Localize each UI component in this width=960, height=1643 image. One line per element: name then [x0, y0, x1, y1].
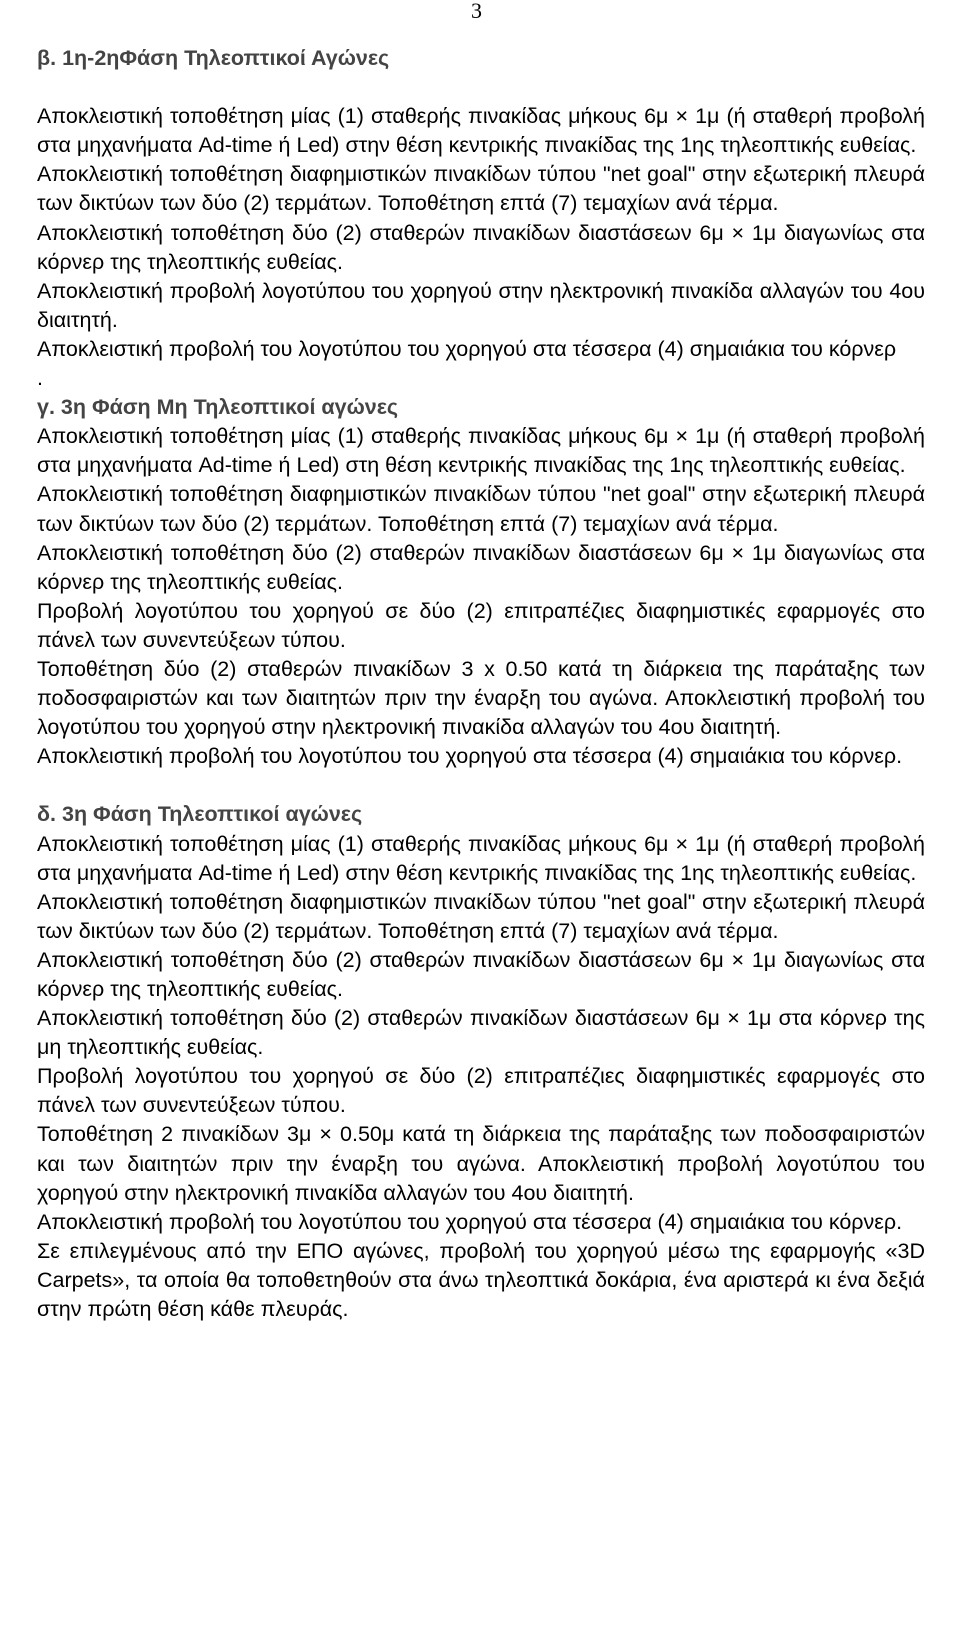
list-item: Σε επιλεγμένους από την ΕΠΟ αγώνες, προβολή του χορηγού μέσω της εφαρμογής «3D Carpets», τα οποία θα τοποθετηθούν στα άνω τηλεοπτικά δοκάρια, ένα αριστερά κι ένα δεξιά στην πρώτη θέση κάθε πλευράς. [37, 1238, 925, 1322]
section-delta [37, 800, 925, 1324]
list-item: Αποκλειστική προβολή του λογοτύπου του χορηγού στα τέσσερα (4) σημαιάκια του κόρνερ [37, 336, 897, 361]
list-item: Αποκλειστική τοποθέτηση μίας (1) σταθερής πινακίδας μήκους 6μ × 1μ (ή σταθερή προβολή στα μηχανήματα Ad-time ή Led) στην θέση κεντρικής πινακίδας της 1ης τηλεοπτικής ευθείας. [37, 831, 925, 885]
list-item: Αποκλειστική προβολή του λογοτύπου του χορηγού στα τέσσερα (4) σημαιάκια του κόρνερ. [37, 1209, 903, 1234]
list-item: Αποκλειστική τοποθέτηση μίας (1) σταθερής πινακίδας μήκους 6μ × 1μ (ή σταθερή προβολή στα μηχανήματα Ad-time ή Led) στη θέση κεντρικής πινακίδας της 1ης τηλεοπτικής ευθείας. [37, 424, 925, 478]
section-heading: γ. 3η Φάση Μη Τηλεοπτικοί αγώνες [37, 395, 399, 420]
page-number: 3 [471, 0, 482, 23]
document-body [37, 44, 925, 1324]
blank-line [37, 73, 925, 102]
list-item: Προβολή λογοτύπου του χορηγού σε δύο (2) επιτραπέζιες διαφημιστικές εφαρμογές στο πάνελ των συνεντεύξεων τύπου. [37, 1064, 925, 1118]
trailing-period: . [37, 366, 43, 391]
list-item: Αποκλειστική τοποθέτηση διαφημιστικών πινακίδων τύπου "net goal" στην εξωτερική πλευρά των δικτύων των δύο (2) τερμάτων. Τοποθέτηση επτά (7) τεμαχίων ανά τέρμα. [37, 482, 925, 536]
list-item: Αποκλειστική τοποθέτηση δύο (2) σταθερών πινακίδων διαστάσεων 6μ × 1μ διαγωνίως στα κόρνερ της τηλεοπτικής ευθείας. [37, 540, 925, 594]
list-item: Τοποθέτηση 2 πινακίδων 3μ × 0.50μ κατά τη διάρκεια της παράταξης των ποδοσφαιριστών και των διαιτητών πριν την έναρξη του αγώνα. Αποκλειστική προβολή λογοτύπου του χορηγού στην ηλεκτρονική πινακίδα αλλαγών του 4ου διαιτητή. [37, 1122, 925, 1205]
list-item: Αποκλειστική προβολή του λογοτύπου του χορηγού στα τέσσερα (4) σημαιάκια του κόρνερ. [37, 744, 903, 769]
list-item: Αποκλειστική προβολή λογοτύπου του χορηγού στην ηλεκτρονική πινακίδα αλλαγών του 4ου διαιτητή. [37, 278, 925, 332]
list-item: Αποκλειστική τοποθέτηση μίας (1) σταθερής πινακίδας μήκους 6μ × 1μ (ή σταθερή προβολή στα μηχανήματα Ad-time ή Led) στην θέση κεντρικής πινακίδας της 1ης τηλεοπτικής ευθείας. [37, 104, 925, 158]
list-item: Αποκλειστική τοποθέτηση δύο (2) σταθερών πινακίδων διαστάσεων 6μ × 1μ στα κόρνερ της μη τηλεοπτικής ευθείας. [37, 1006, 925, 1060]
list-item: Αποκλειστική τοποθέτηση διαφημιστικών πινακίδων τύπου "net goal" στην εξωτερική πλευρά των δικτύων των δύο (2) τερμάτων. Τοποθέτηση επτά (7) τεμαχίων ανά τέρμα. [37, 162, 925, 216]
section-gamma [37, 393, 925, 800]
list-item: Προβολή λογοτύπου του χορηγού σε δύο (2) επιτραπέζιες διαφημιστικές εφαρμογές στο πάνελ των συνεντεύξεων τύπου. [37, 598, 925, 652]
section-heading: β. 1η-2ηΦάση Τηλεοπτικοί Αγώνες [37, 46, 390, 70]
list-item: Αποκλειστική τοποθέτηση δύο (2) σταθερών πινακίδων διαστάσεων 6μ × 1μ διαγωνίως στα κόρνερ της τηλεοπτικής ευθείας. [37, 220, 925, 274]
list-item: Αποκλειστική τοποθέτηση δύο (2) σταθερών πινακίδων διαστάσεων 6μ × 1μ διαγωνίως στα κόρνερ της τηλεοπτικής ευθείας. [37, 947, 925, 1001]
list-item: Τοποθέτηση δύο (2) σταθερών πινακίδων 3 x 0.50 κατά τη διάρκεια της παράταξης των ποδοσφαιριστών και των διαιτητών πριν την έναρξη του αγώνα. Αποκλειστική προβολή του λογοτύπου του χορηγού στην ηλεκτρονική πινακίδα αλλαγών του 4ου διαιτητή. [37, 656, 925, 740]
section-beta [37, 44, 925, 393]
list-item: Αποκλειστική τοποθέτηση διαφημιστικών πινακίδων τύπου "net goal" στην εξωτερική πλευρά των δικτύων των δύο (2) τερμάτων. Τοποθέτηση επτά (7) τεμαχίων ανά τέρμα. [37, 889, 925, 943]
blank-line [37, 771, 925, 800]
section-heading: δ. 3η Φάση Τηλεοπτικοί αγώνες [37, 802, 363, 827]
